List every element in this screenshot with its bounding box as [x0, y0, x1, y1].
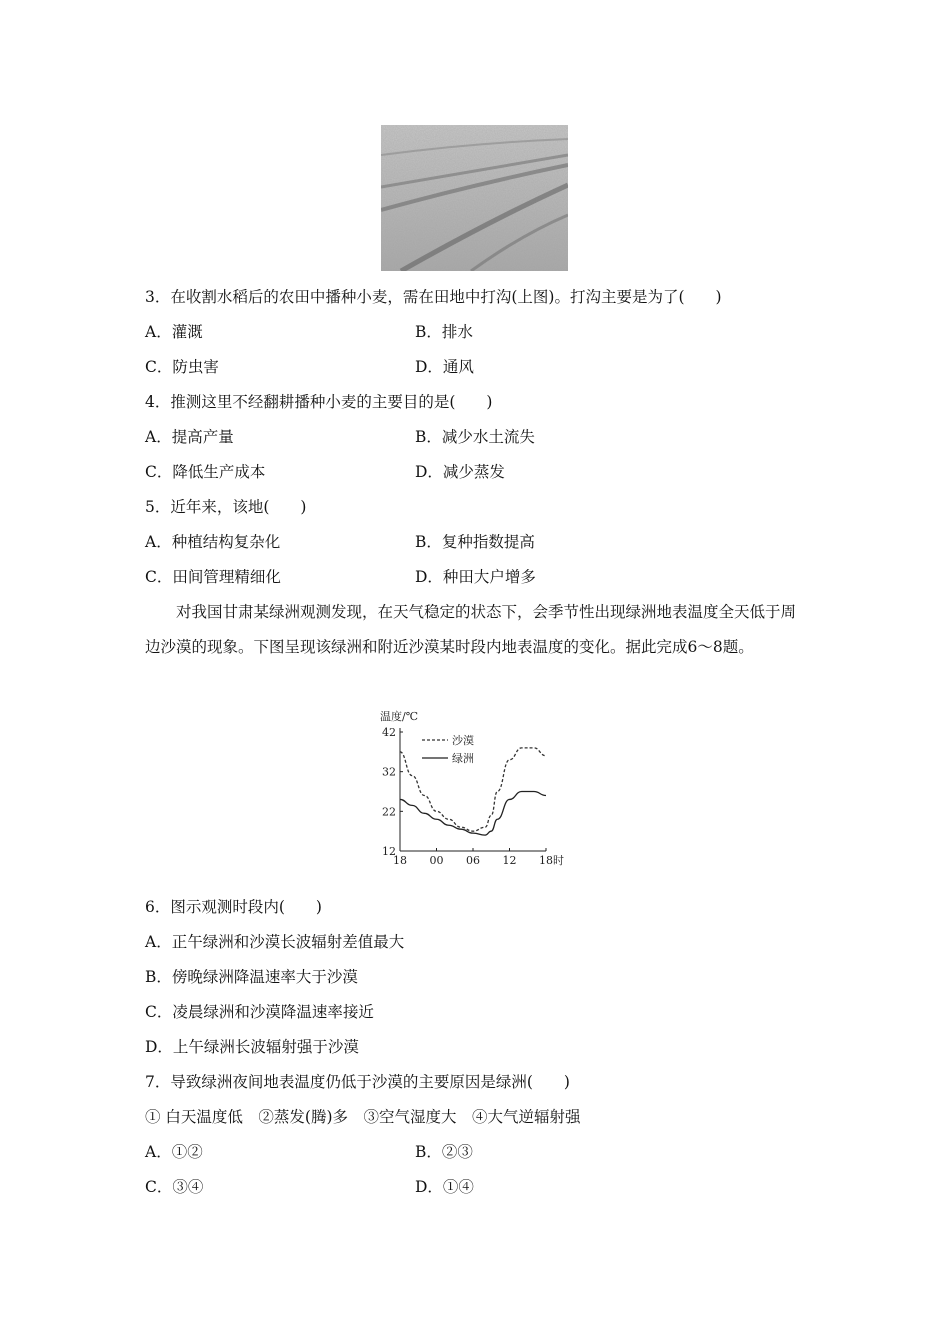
x-tick-label: 18: [539, 854, 553, 867]
series-line-1: [400, 792, 546, 836]
question-6-option-b: B．傍晚绿洲降温速率大于沙漠: [145, 968, 358, 986]
x-axis-label: 时: [553, 854, 564, 867]
question-5-option-c: C．田间管理精细化: [145, 568, 281, 586]
x-tick-label: 00: [429, 854, 444, 867]
question-4-option-b: B．减少水土流失: [415, 428, 535, 446]
question-7-option-a: A．①②: [145, 1143, 203, 1161]
question-4-option-c: C．降低生产成本: [145, 463, 266, 481]
question-3-option-a: A．灌溉: [145, 323, 203, 341]
question-6-option-a: A．正午绿洲和沙漠长波辐射差值最大: [145, 933, 405, 951]
legend-label-0: 沙漠: [452, 734, 474, 747]
y-axis-label: 温度/℃: [380, 710, 419, 723]
question-5-option-a: A．种植结构复杂化: [145, 533, 281, 551]
question-5-stem: 5．近年来，该地( ): [145, 498, 307, 516]
question-7-stem: 7．导致绿洲夜间地表温度仍低于沙漠的主要原因是绿洲( ): [145, 1073, 570, 1091]
field-photo: [381, 125, 568, 271]
legend-label-1: 绿洲: [452, 752, 474, 765]
question-3-option-d: D．通风: [415, 358, 474, 376]
x-tick-label: 12: [502, 854, 517, 867]
question-7-option-c: C．③④: [145, 1178, 204, 1196]
question-3-stem: 3．在收割水稻后的农田中播种小麦，需在田地中打沟(上图)。打沟主要是为了( ): [145, 288, 722, 306]
question-6-stem: 6．图示观测时段内( ): [145, 898, 322, 916]
y-tick-label: 22: [382, 805, 396, 819]
question-4-stem: 4．推测这里不经翻耕播种小麦的主要目的是( ): [145, 393, 493, 411]
question-6-option-d: D．上午绿洲长波辐射强于沙漠: [145, 1038, 359, 1056]
question-3-option-b: B．排水: [415, 323, 473, 341]
question-7-option-b: B．②③: [415, 1143, 473, 1161]
question-3-option-c: C．防虫害: [145, 358, 219, 376]
question-4-option-d: D．减少蒸发: [415, 463, 505, 481]
y-tick-label: 42: [382, 726, 396, 739]
question-7-option-d: D．①④: [415, 1178, 474, 1196]
x-tick-label: 06: [466, 854, 480, 867]
question-7-items: ① 白天温度低 ②蒸发(腾)多 ③空气湿度大 ④大气逆辐射强: [145, 1108, 581, 1126]
question-6-option-c: C．凌晨绿洲和沙漠降温速率接近: [145, 1003, 374, 1021]
temperature-chart: [366, 706, 576, 868]
question-5-option-b: B．复种指数提高: [415, 533, 535, 551]
y-tick-label: 32: [382, 765, 396, 779]
y-tick-label: 12: [382, 845, 396, 858]
question-4-option-a: A．提高产量: [145, 428, 234, 446]
question-5-option-d: D．种田大户增多: [415, 568, 536, 586]
intro-paragraph: 对我国甘肃某绿洲观测发现，在天气稳定的状态下，会季节性出现绿洲地表温度全天低于周边沙漠的现象。下图呈现该绿洲和附近沙漠某时段内地表温度的变化。据此完成6～8题。: [145, 603, 797, 656]
x-tick-label: 18: [393, 854, 407, 867]
